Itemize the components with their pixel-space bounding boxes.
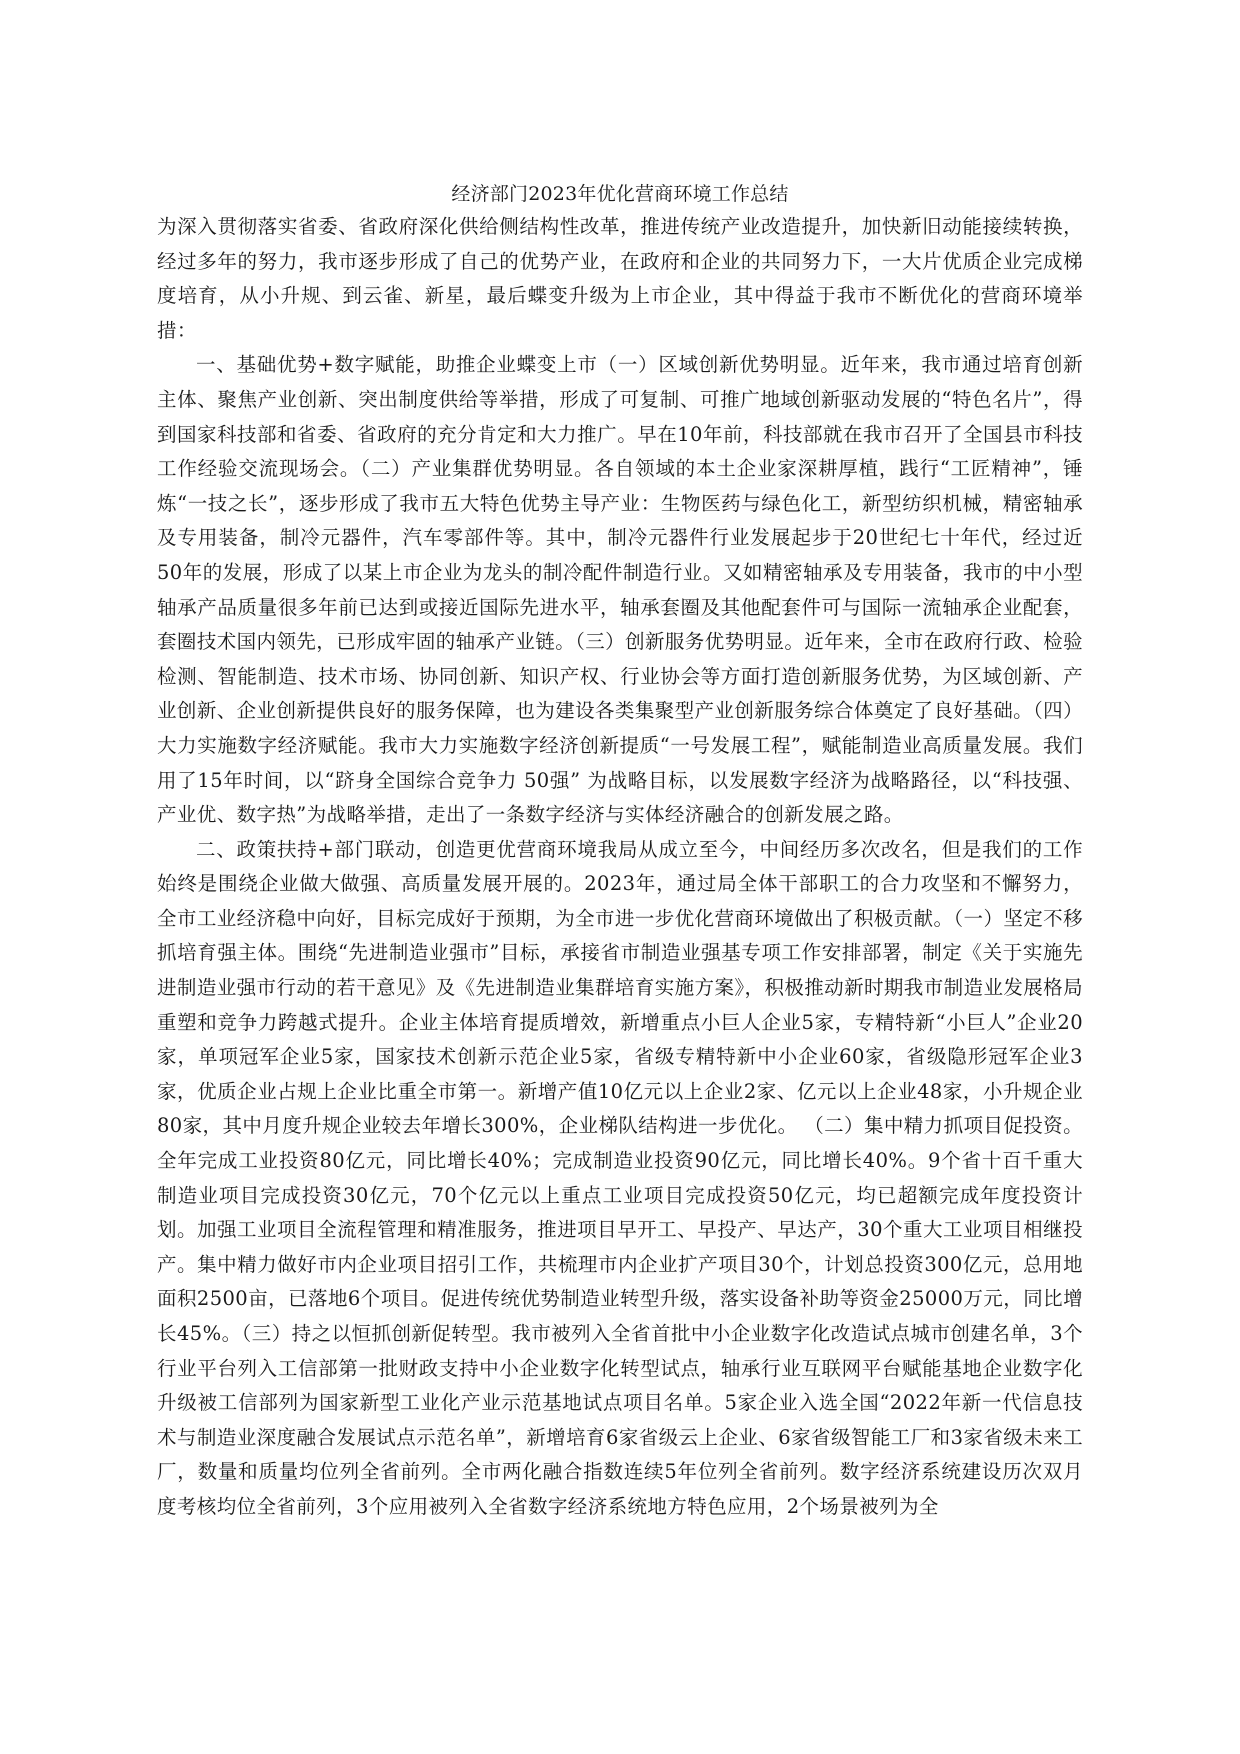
document-title: 经济部门2023年优化营商环境工作总结 xyxy=(451,183,789,205)
intro-paragraph: 为深入贯彻落实省委、省政府深化供给侧结构性改革，推进传统产业改造提升，加快新旧动能接续转换，经过多年的努力，我市逐步形成了自己的优势产业，在政府和企业的共同努力下，一大片优质企业完成梯度培育，从小升规、到云雀、新星，最后蝶变升级为上市企业，其中得益于我市不断优化的营商环境举措： xyxy=(157,215,1083,342)
document-body xyxy=(157,210,1083,1525)
section-one-paragraph: 一、基础优势+数字赋能，助推企业蝶变上市（一）区域创新优势明显。近年来，我市通过培育创新主体、聚焦产业创新、突出制度供给等举措，形成了可复制、可推广地域创新驱动发展的“特色名片”，得到国家科技部和省委、省政府的充分肯定和大力推广。早在10年前，科技部就在我市召开了全国县市科技工作经验交流现场会。（二）产业集群优势明显。各自领域的本土企业家深耕厚植，践行“工匠精神”，锤炼“一技之长”，逐步形成了我市五大特色优势主导产业：生物医药与绿色化工，新型纺织机械，精密轴承及专用装备，制冷元器件，汽车零部件等。其中，制冷元器件行业发展起步于20世纪七十年代，经过近50年的发展，形成了以某上市企业为龙头的制冷配件制造行业。又如精密轴承及专用装备，我市的中小型轴承产品质量很多年前已达到或接近国际先进水平，轴承套圈及其他配套件可与国际一流轴承企业配套，套圈技术国内领先，已形成牢固的轴承产业链。（三）创新服务优势明显。近年来，全市在政府行政、检验检测、智能制造、技术市场、协同创新、知识产权、行业协会等方面打造创新服务优势，为区域创新、产业创新、企业创新提供良好的服务保障，也为建设各类集聚型产业创新服务综合体奠定了良好基础。（四）大力实施数字经济赋能。我市大力实施数字经济创新提质“一号发展工程”，赋能制造业高质量发展。我们用了15年时间，以“跻身全国综合竞争力 50强” 为战略目标，以发展数字经济为战略路径，以“科技强、产业优、数字热”为战略举措，走出了一条数字经济与实体经济融合的创新发展之路。 xyxy=(157,353,1083,827)
section-two-paragraph: 二、政策扶持+部门联动，创造更优营商环境我局从成立至今，中间经历多次改名，但是我们的工作始终是围绕企业做大做强、高质量发展开展的。2023年，通过局全体干部职工的合力攻坚和不懈努力，全市工业经济稳中向好，目标完成好于预期，为全市进一步优化营商环境做出了积极贡献。（一）坚定不移抓培育强主体。围绕“先进制造业强市”目标，承接省市制造业强基专项工作安排部署，制定《关于实施先进制造业强市行动的若干意见》及《先进制造业集群培育实施方案》，积极推动新时期我市制造业发展格局重塑和竞争力跨越式提升。企业主体培育提质增效，新增重点小巨人企业5家，专精特新“小巨人”企业20家，单项冠军企业5家，国家技术创新示范企业5家，省级专精特新中小企业60家，省级隐形冠军企业3家，优质企业占规上企业比重全市第一。新增产值10亿元以上企业2家、亿元以上企业48家，小升规企业80家，其中月度升规企业较去年增长300%，企业梯队结构进一步优化。 （二）集中精力抓项目促投资。全年完成工业投资80亿元，同比增长40%；完成制造业投资90亿元，同比增长40%。9个省十百千重大制造业项目完成投资30亿元，70个亿元以上重点工业项目完成投资50亿元，均已超额完成年度投资计划。加强工业项目全流程管理和精准服务，推进项目早开工、早投产、早达产，30个重大工业项目相继投产。集中精力做好市内企业项目招引工作，共梳理市内企业扩产项目30个，计划总投资300亿元，总用地面积2500亩，已落地6个项目。促进传统优势制造业转型升级，落实设备补助等资金25000万元，同比增长45%。（三）持之以恒抓创新促转型。我市被列入全省首批中小企业数字化改造试点城市创建名单，3个行业平台列入工信部第一批财政支持中小企业数字化转型试点，轴承行业互联网平台赋能基地企业数字化升级被工信部列为国家新型工业化产业示范基地试点项目名单。5家企业入选全国“2022年新一代信息技术与制造业深度融合发展试点示范名单”，新增培育6家省级云上企业、6家省级智能工厂和3家省级未来工厂，数量和质量均位列全省前列。全市两化融合指数连续5年位列全省前列。数字经济系统建设历次双月度考核均位全省前列，3个应用被列入全省数字经济系统地方特色应用，2个场景被列为全 xyxy=(157,837,1083,1518)
